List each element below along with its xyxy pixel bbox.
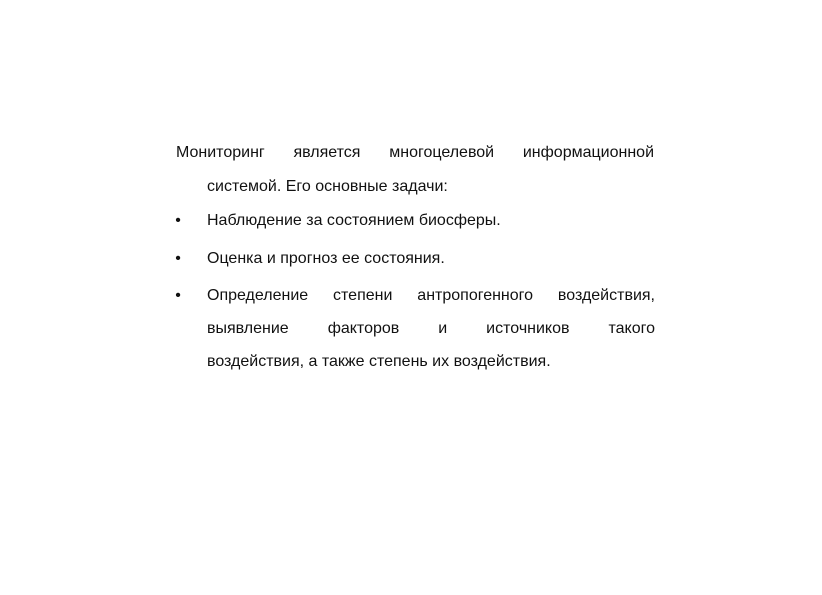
task-text-line-1: Определение степени антропогенного воздействия, — [207, 287, 655, 304]
task-text-impact-assessment — [207, 285, 655, 373]
task-text-forecast: Оценка и прогноз ее состояния. — [207, 250, 445, 267]
intro-line-2: системой. Его основные задачи: — [207, 178, 448, 195]
intro-line-1: Мониторинг является многоцелевой информационной — [176, 144, 654, 161]
task-text-line-2: выявление факторов и источников такого — [207, 320, 655, 337]
task-text-line-3: воздействия, а также степень их воздействия. — [207, 353, 551, 370]
bullet-icon: • — [175, 287, 181, 304]
bullet-icon: • — [175, 212, 181, 229]
task-text-observation: Наблюдение за состоянием биосферы. — [207, 212, 501, 229]
bullet-icon: • — [175, 250, 181, 267]
